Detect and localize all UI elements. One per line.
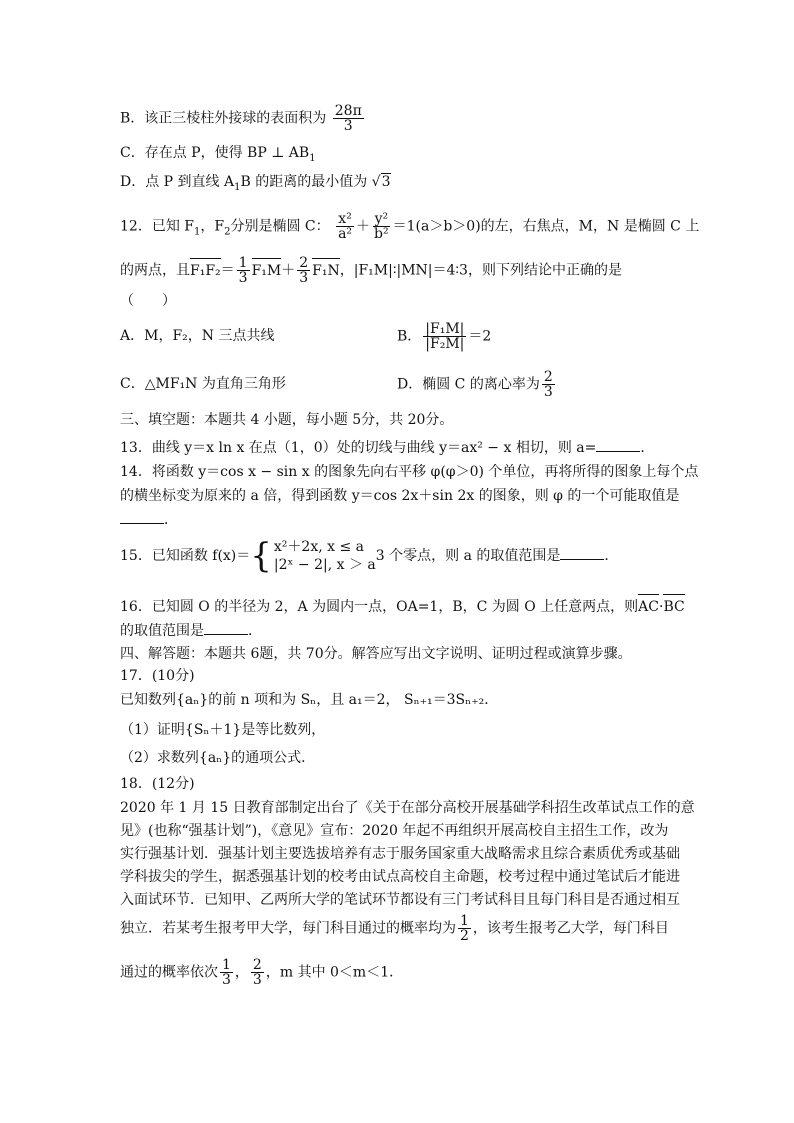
q12-option-d-fraction (542, 370, 555, 399)
fraction-denominator: 3 (299, 270, 309, 286)
q12-option-b-value: ＝2 (468, 328, 492, 345)
q11-option-b-text: B．该正三棱柱外接球的表面积为 (120, 110, 327, 127)
q18-text: ，m 其中 0＜m＜1． (265, 964, 404, 981)
answer-blank (596, 439, 640, 452)
probability-fraction (458, 914, 471, 943)
ellipse-equation-rest: ＝1(a＞b＞0) (392, 218, 481, 235)
piecewise-case-2: |2ˣ − 2|, x ＞ a (273, 557, 376, 573)
q12-line-2 (120, 256, 622, 285)
fraction-numerator: 1 (460, 913, 469, 929)
ellipse-y-fraction (372, 212, 391, 241)
q11-option-b (120, 104, 366, 133)
brace-glyph: { (250, 536, 272, 576)
q12-text: ＝ (220, 262, 235, 279)
q18-line-1: 2020 年 1 月 15 日教育部制定出台了《关于在部分高校开展基础学科招生改革试点工作的意 (120, 800, 695, 816)
q11-option-d-text-mid: B 的距离的最小值为 √ (240, 174, 381, 190)
fraction-numerator: x² (338, 211, 352, 227)
q18-line-4: 学科拔尖的学生，据悉强基计划的校考由试点高校自主命题，校考过程中通过笔试后才能进 (120, 869, 680, 885)
dot-product: · (659, 599, 664, 615)
separator: ， (234, 964, 249, 981)
q14-line-2: 的横坐标变为原来的 a 倍，得到函数 y＝cos 2x＋sin 2x 的图象，则 φ 的一个可能取值是 (120, 488, 680, 504)
probability-fraction-1 (220, 958, 233, 987)
q18-text: 通过的概率依次 (120, 964, 218, 981)
q13-text: 13．曲线 y＝x ln x 在点（1，0）处的切线与曲线 y＝ax² − x 相切，则 a= (120, 440, 597, 456)
fraction-numerator: |F₁M| (425, 321, 465, 337)
fraction-denominator: 2 (460, 928, 469, 944)
q15-text-end: ． (604, 548, 619, 564)
piecewise-case-1: x²＋2x, x ≤ a (273, 539, 364, 555)
fraction-numerator: 28π (334, 103, 362, 119)
q18-text: 独立．若某考生报考甲大学，每门科目通过的概率均为 (120, 920, 456, 937)
q12-text: ，|F₁M|∶|MN|＝4∶3，则下列结论中正确的是 (339, 262, 622, 279)
q17-part-2: （2）求数列{aₙ}的通项公式． (120, 750, 316, 766)
fraction-denominator: 3 (252, 972, 262, 988)
vector-ac: AC (638, 599, 659, 615)
q17-stem: 已知数列{aₙ}的前 n 项和为 Sₙ，且 a₁＝2， Sₙ₊₁＝3Sₙ₊₂． (120, 692, 499, 708)
q16-line-2 (120, 621, 262, 641)
subscript: 2 (224, 226, 231, 238)
q12-text: 分别是椭圆 C： (230, 218, 330, 235)
q13-text-end: ． (640, 440, 655, 456)
q12-text: 12．已知 F (120, 218, 194, 235)
q12-text: 的两点，且 (120, 262, 190, 279)
piecewise-cases (274, 538, 376, 574)
q17-part-1: （1）证明{Sₙ＋1}是等比数列， (120, 722, 326, 738)
q12-text: ＋ (281, 262, 296, 279)
q15-text: 3 个零点，则 a 的取值范围是 (375, 548, 561, 564)
answer-blank (120, 511, 164, 524)
section-3-heading: 三、填空题：本题共 4 小题，每小题 5分，共 20分。 (120, 412, 454, 428)
q14-line-3 (120, 510, 178, 530)
q18-line-5: 入面试环节．已知甲、乙两所大学的笔试环节都设有三门考试科目且每门科目是否通过相互 (120, 892, 680, 908)
q16-text-end: ． (248, 623, 262, 639)
q11-option-c (120, 143, 316, 169)
q11-option-d (120, 172, 391, 198)
q17-heading: 17．(10分) (120, 668, 195, 684)
fraction-numerator: 2 (252, 957, 262, 973)
coef-fraction-1 (237, 256, 250, 285)
q15 (120, 538, 618, 574)
subscript: 1 (234, 181, 241, 193)
q12-line-1: 12．已知 $F_1$，$F_2$分别是椭圆 C： $\frac{\text{x²}}{\text{a²}}$ ＋ $\frac{\text{y²}}{\text{b²}}$ ＝1(a＞b＞0)的左，右焦点，M，N 是椭圆 C 上 (120, 211, 700, 242)
q13 (120, 438, 654, 458)
q18-line-6 (120, 914, 669, 943)
q12-option-b-fraction (423, 322, 466, 351)
q12-answer-paren: （ ） (120, 293, 176, 309)
fraction-denominator: |F₂M| (425, 336, 465, 352)
fraction-numerator: 1 (238, 255, 248, 271)
q11-option-d-text: D．点 P 到直线 A (120, 174, 235, 190)
answer-blank (204, 622, 248, 635)
q12-option-c: C．△MF₁N 为直角三角形 (120, 376, 286, 392)
fraction-numerator: y² (374, 211, 389, 227)
q12-option-b (397, 322, 491, 351)
ellipse-x-fraction (336, 212, 354, 241)
q18-text: ，该考生报考乙大学，每门科目 (472, 920, 669, 937)
q18-line-3: 实行强基计划．强基计划主要选拔培养有志于服务国家重大战略需求且综合素质优秀或基础 (120, 846, 680, 862)
q11-option-b-fraction (333, 104, 364, 133)
q16-text: 16．已知圆 O 的半径为 2，A 为圆内一点，OA=1，B，C 为圆 O 上任意两点，则 (120, 599, 639, 615)
q12-option-d-text: D．椭圆 C 的离心率为 (397, 376, 540, 393)
fraction-denominator: 3 (238, 270, 248, 286)
fraction-denominator: a² (338, 226, 353, 242)
vector-bc: BC (663, 599, 685, 615)
q18-line-2: 见》(也称“强基计划”)，《意见》宣布：2020 年起不再组织开展高校自主招生工作，改为 (120, 823, 669, 839)
fraction-denominator: 3 (343, 118, 353, 134)
vector-f1m: F₁M (251, 262, 282, 279)
q14-text-end: ． (164, 512, 178, 528)
answer-blank (560, 547, 604, 560)
fraction-denominator: b² (374, 226, 389, 242)
vector-f1n: F₁N (312, 262, 340, 279)
subscript: 1 (193, 226, 201, 238)
coef-fraction-2 (297, 256, 310, 285)
q12-option-d (397, 370, 557, 399)
subscript: 1 (309, 152, 316, 164)
q12-text: 的左，右焦点，M，N 是椭圆 C 上 (480, 218, 700, 235)
vector-f1f2: F₁F₂ (190, 262, 221, 279)
sqrt-value: 3 (381, 174, 391, 190)
piecewise-function (250, 538, 376, 574)
fraction-numerator: 1 (222, 957, 231, 973)
q16-text: 的取值范围是 (120, 623, 204, 639)
fraction-numerator: 2 (543, 369, 553, 385)
probability-fraction-2 (251, 958, 264, 987)
q12-option-b-label: B． (397, 328, 422, 345)
fraction-denominator: 3 (222, 972, 231, 988)
q15-text: 15．已知函数 f(x)＝ (120, 548, 251, 564)
section-4-heading: 四、解答题：本题共 6题，共 70分。解答应写出文字说明、证明过程或演算步骤。 (120, 646, 632, 662)
q18-heading: 18．(12分) (120, 776, 195, 792)
q12-option-a: A．M，F₂，N 三点共线 (120, 328, 275, 344)
q14-line-1: 14．将函数 y＝cos x − sin x 的图象先向右平移 φ(φ＞0) 个单位，再将所得的图象上每个点 (120, 464, 699, 480)
q11-option-c-text: C．存在点 P，使得 BP ⊥ AB (120, 145, 310, 161)
fraction-numerator: 2 (299, 255, 309, 271)
q12-text: ，F (200, 218, 225, 235)
fraction-denominator: 3 (543, 384, 553, 400)
q18-line-7 (120, 958, 403, 987)
q16-line-1 (120, 597, 685, 617)
